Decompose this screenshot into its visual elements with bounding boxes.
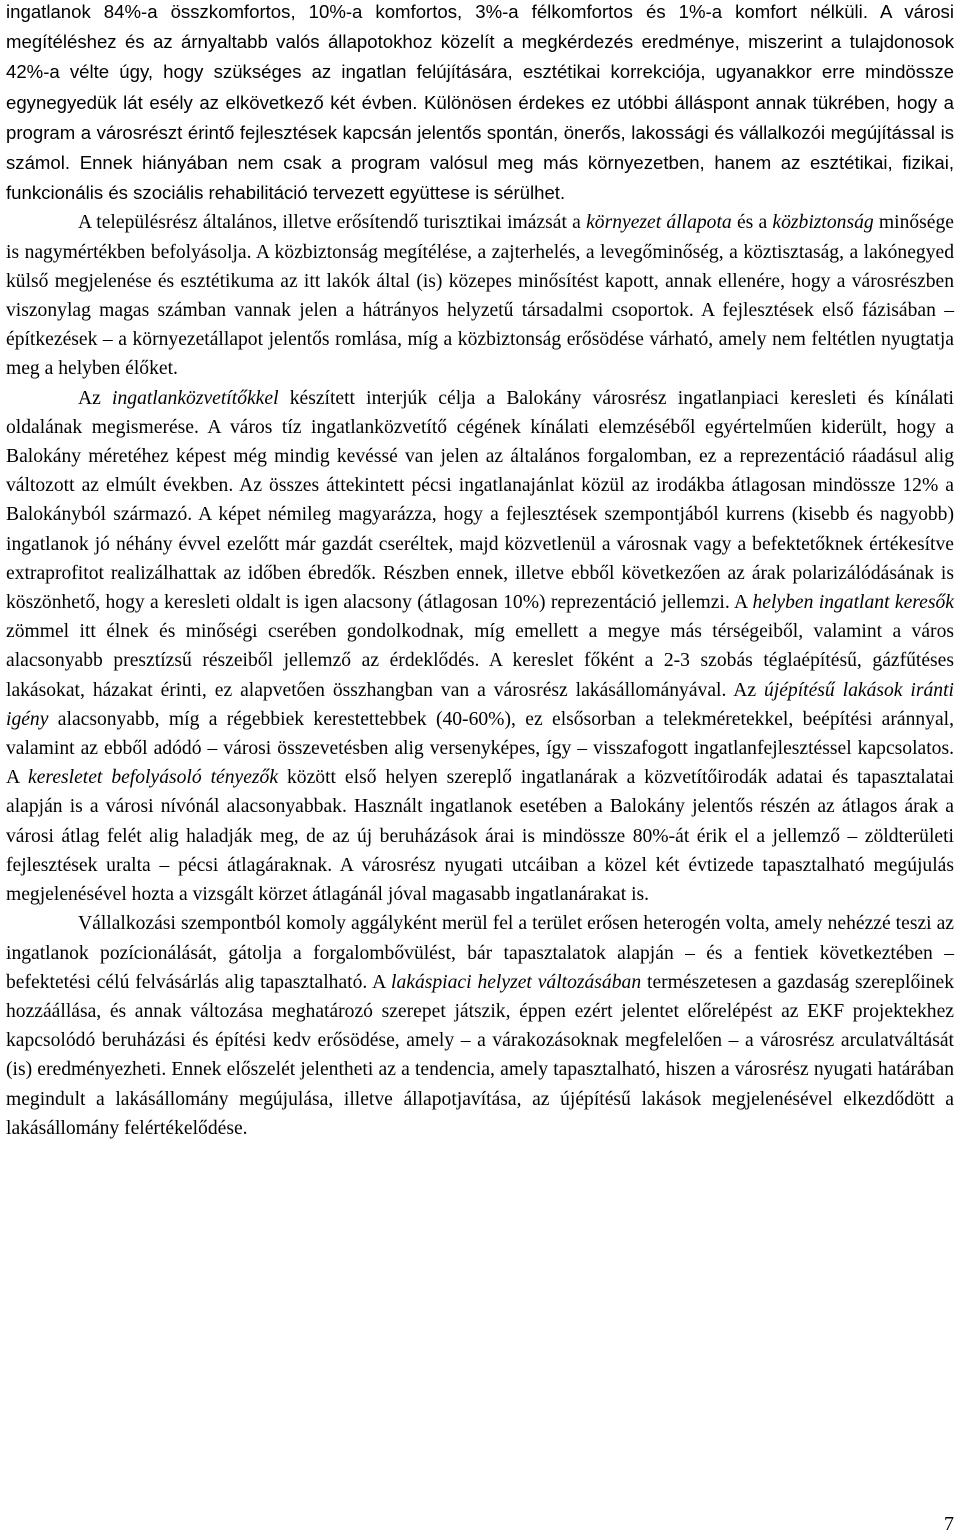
text-run: minősége is nagymértékben befolyásolja. A közbiztonság megítélése, a zajterhelés, a levegőminőség, a köztisztaság, a lakónegyed külső megjelenése és esztétikuma az itt lakók által (is) közepes minősítést kapott, annak ellenére, hogy a városrészben viszonylag magas számban vannak jelen a hátrányos helyzetű társadalmi csoportok. A fejlesztések első fázisában – építkezések – a környezetállapot jelentős romlása, míg a közbiztonság erősödése várható, amely nem feltétlen nyugtatja meg a helyben élőket. — [6, 212, 954, 380]
italic-term: újépítésű lakások iránti igény — [6, 679, 954, 730]
italic-term: keresletet befolyásoló tényezők — [28, 767, 279, 789]
italic-term: ingatlanközvetítőkkel — [112, 387, 279, 409]
text-run: Vállalkozási szempontból komoly aggályként merül fel a terület erősen heterogén volta, amely nehézzé teszi az ingatlanok pozícionálását, gátolja a forgalombővülést, bár tapasztalatok alapján – és a fentiek következtében – befektetési célú felvásárlás alig tapasztalható. A — [6, 913, 954, 993]
document-page — [6, 0, 954, 1143]
italic-term: helyben ingatlant keresők — [752, 592, 954, 614]
page-number: 7 — [944, 1513, 954, 1535]
text-run: készített interjúk célja a Balokány városrész ingatlanpiaci keresleti és kínálati oldalának megismerése. A város tíz ingatlanközvetítő cégének kínálati elemzéséből egyértelműen kiderült, hogy a Balokány méretéhez képest még mindig kevéssé van jelen az általános forgalomban, ez a reprezentáció ráadásul alig változott az elmúlt években. Az összes áttekintett pécsi ingatlanajánlat közül az irodákba átlagosan mindössze 12% a Balokányból származó. A képet némileg magyarázza, hogy a fejlesztések szempontjából kurrens (kisebb és nagyobb) ingatlanok jó néhány évvel ezelőtt már gazdát cseréltek, majd közvetlenül a városnak vagy a befektetőknek értékesítve extraprofitot realizálhattak az időben ébredők. Részben ennek, illetve ebből következően az árak polarizálódásának is köszönhető, hogy a keresleti oldalt is igen alacsony (átlagosan 10%) reprezentáció jellemzi. A — [6, 387, 954, 614]
paragraph-4 — [6, 909, 954, 1143]
text-run: A városi megítéléshez és az árnyaltabb valós állapotokhoz közelít a megkérdezés eredménye, miszerint a tulajdonosok 42%-a vélte úgy, hogy szükséges az ingatlan felújítására, esztétikai korrekciója, ugyanakkor erre mindössze egynegyedük lát esély az elkövetkező két évben. — [6, 1, 954, 113]
text-run: Különösen érdekes ez utóbbi álláspont annak tükrében, hogy a program a városrészt érintő fejlesztések kapcsán jelentős spontán, önerős, lakossági és vállalkozói megújítással is számol. — [6, 91, 954, 174]
italic-term: környezet állapota — [586, 212, 732, 234]
text-run: és a — [731, 212, 773, 234]
text-run: zömmel itt élnek és minőségi cserében gondolkodnak, míg emellett a megye más térségeiből, valamint a város alacsonyabb presztízsű részeiből jellemző az érdeklődés. A kereslet főként a 2-3 szobás téglaépítésű, gázfűtéses lakásokat, házakat érinti, ez alapvetően összhangban van a városrész lakásállományával. Az — [6, 621, 954, 701]
paragraph-3 — [6, 384, 954, 910]
italic-term: közbiztonság — [772, 212, 874, 234]
paragraph-1 — [6, 0, 954, 208]
text-run: alacsonyabb, míg a régebbiek kerestettebbek (40-60%), ez elsősorban a telekméretekkel, beépítési aránnyal, valamint az ebből adódó – városi összevetésben alig versenyképes, így – visszafogott ingatlanfejlesztéssel kapcsolatos. A — [6, 708, 954, 789]
italic-term: lakáspiaci helyzet változásában — [391, 971, 642, 993]
text-run: között első helyen szereplő ingatlanárak a közvetítőirodák adatai és tapasztalatai alapján is a városi nívónál alacsonyabbak. Használt ingatlanok esetében a Balokány jelentős részén az átlagos árak a városi átlag felét alig haladják meg, de az új beruházások árai is mindössze 80%-át érik el a jellemző – zöldterületi fejlesztések uralta – pécsi átlagáraknak. A városrész nyugati utcáiban a közel két évtizede tapasztalható megújulás megjelenésével hozta a vizsgált körzet átlagánál jóval magasabb ingatlanárakat is. — [6, 767, 955, 906]
paragraph-2 — [6, 208, 954, 383]
text-run: A településrész általános, illetve erősítendő turisztikai imázsát a — [78, 212, 587, 234]
text-run: ingatlanok 84%-a összkomfortos, 10%-a komfortos, 3%-a félkomfortos és 1%-a komfort nélküli. — [6, 1, 880, 22]
text-run: természetesen a gazdaság szereplőinek hozzáállása, és annak változása meghatározó szerepet játszik, éppen ezért jelentet előrelépést az EKF projektekhez kapcsolódó beruházási és építési kedv erősödése, amely – a várakozásoknak megfelelően – a városrész arculatváltását (is) eredményezheti. Ennek előszelét jelentheti az a tendencia, amely tapasztalható, hiszen a városrész nyugati határában megindult a lakásállomány megújulása, illetve állapotjavítása, az újépítésű lakások megjelenésével elkezdődött a lakásállomány felértékelődése. — [6, 971, 954, 1139]
text-run: Az — [78, 387, 113, 409]
text-run: Ennek hiányában nem csak a program valósul meg más környezetben, hanem az esztétikai, fizikai, funkcionális és szociális rehabilitáció tervezett együttese is sérülhet. — [6, 152, 954, 204]
